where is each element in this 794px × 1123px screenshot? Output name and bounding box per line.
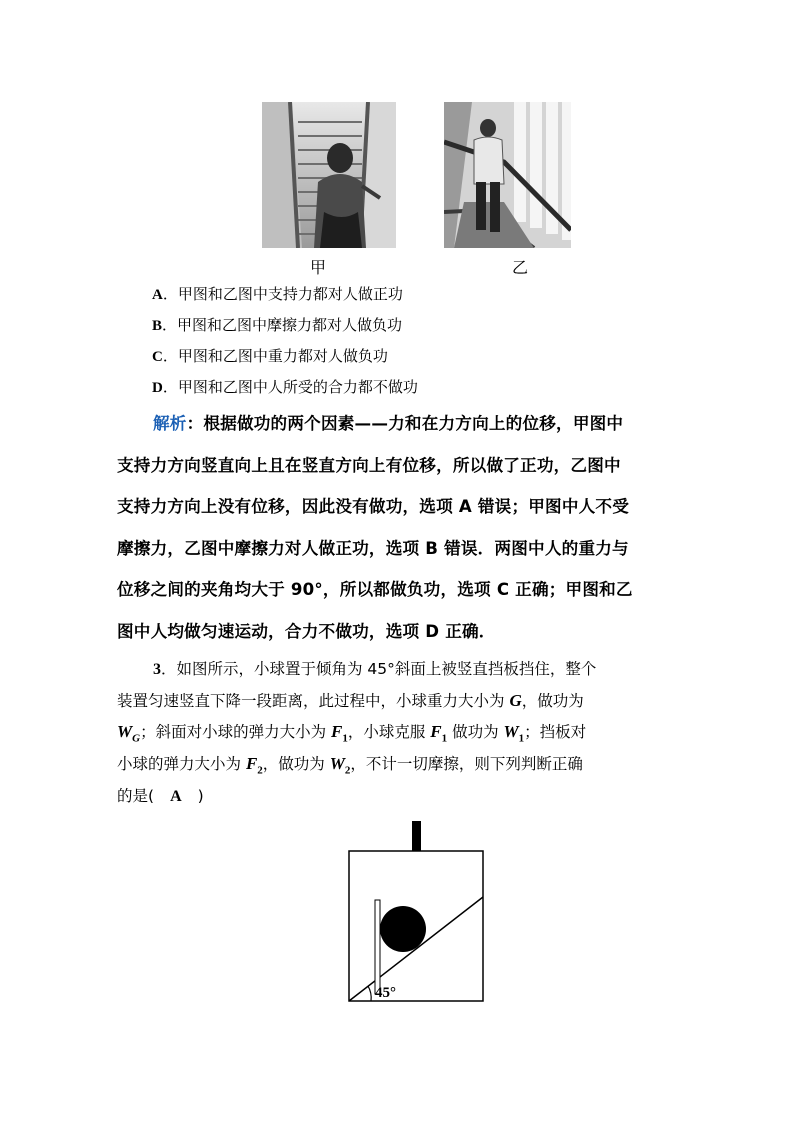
option-letter: C [152, 349, 163, 365]
ball [380, 906, 426, 952]
analysis-line-4: 摩擦力，乙图中摩擦力对人做正功，选项 B 错误．两图中人的重力与 [117, 539, 629, 558]
question-number: 3 [153, 661, 161, 678]
analysis-line-6: 图中人均做匀速运动，合力不做功，选项 D 正确． [117, 622, 496, 641]
question-line-5 [117, 785, 204, 808]
analysis-line-1 [153, 413, 719, 435]
question-text: ．如图所示，小球置于倾角为 45°斜面上被竖直挡板挡住，整个 [161, 660, 597, 678]
escalator-photo-left [262, 102, 396, 248]
analysis-line-5: 位移之间的夹角均大于 90°，所以都做负功，选项 C 正确；甲图和乙 [117, 580, 633, 599]
question-suffix: ) [197, 787, 204, 805]
question-line-1 [153, 658, 596, 681]
option-d [152, 377, 418, 398]
angle-label: 45° [375, 985, 396, 1001]
question-line-2: 装置匀速竖直下降一段距离，此过程中，小球重力大小为 G，做功为 [117, 691, 584, 710]
question-line-4: 小球的弹力大小为 $F_2$，做功为 $W_2$，不计一切摩擦，则下列判断正确 [117, 754, 583, 777]
caption-right: 乙 [512, 258, 529, 277]
option-text: ．甲图和乙图中支持力都对人做正功 [162, 285, 403, 303]
option-text: ．甲图和乙图中摩擦力都对人做负功 [162, 316, 403, 334]
option-text: ．甲图和乙图中重力都对人做负功 [162, 347, 388, 365]
option-letter: A [152, 287, 163, 303]
analysis-line-2: 支持力方向竖直向上且在竖直方向上有位移，所以做了正功，乙图中 [117, 456, 621, 475]
question-line-3: $W_G$；斜面对小球的弹力大小为 $F_1$，小球克服 $F_1$ 做功为 $W_1$；挡板对 [117, 722, 587, 745]
walkway-photo-right [444, 102, 571, 248]
hanging-rod [412, 821, 421, 851]
option-letter: D [152, 380, 163, 396]
option-a [152, 284, 403, 305]
analysis-text: ：根据做功的两个因素——力和在力方向上的位移，甲图中 [186, 414, 624, 433]
analysis-line-3: 支持力方向上没有位移，因此没有做功，选项 A 错误；甲图中人不受 [117, 497, 630, 516]
option-c [152, 346, 388, 367]
vertical-baffle [375, 900, 380, 994]
option-text: ．甲图和乙图中人所受的合力都不做功 [162, 378, 418, 396]
question-prefix: 的是( [117, 787, 155, 805]
incline-diagram [340, 818, 490, 1008]
caption-left: 甲 [310, 258, 327, 277]
answer-choice: A [170, 788, 182, 805]
option-b [152, 315, 402, 336]
option-letter: B [152, 318, 163, 334]
analysis-tag: 解析 [153, 414, 187, 433]
